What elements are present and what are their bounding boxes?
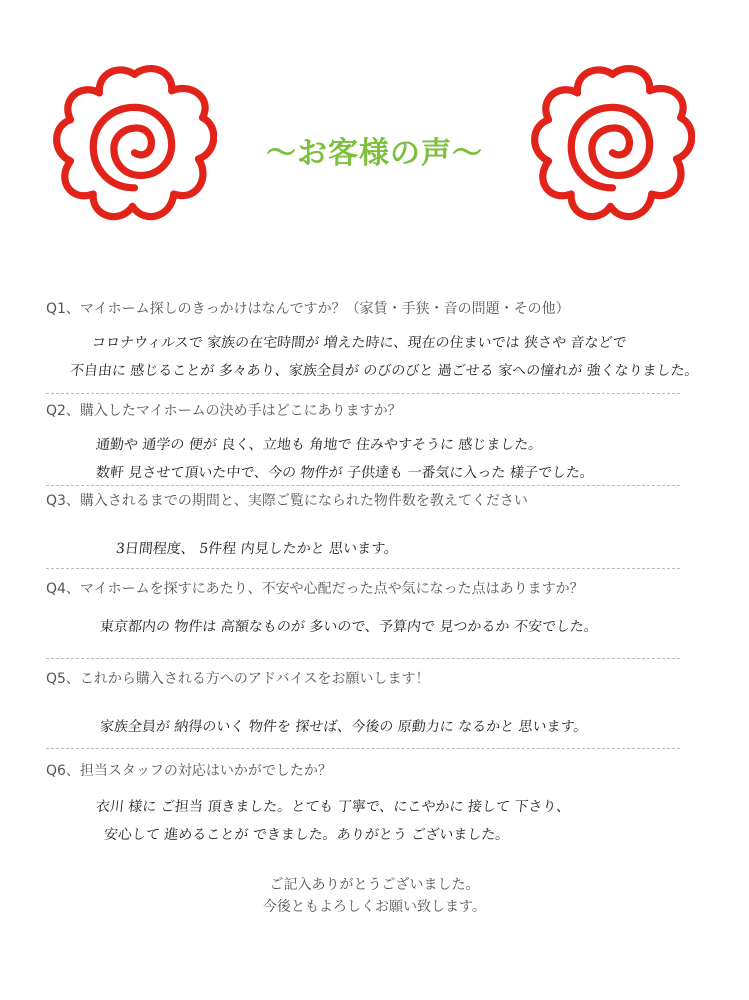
divider	[46, 393, 680, 394]
answer-4-line-1: 東京都内の 物件は 高額なものが 多いので、予算内で 見つかるか 不安でした。	[99, 619, 599, 635]
question-5: Q5、これから購入される方へのアドバイスをお願いします！	[46, 671, 430, 687]
answer-1-line-2: 不自由に 感じることが 多々あり、家族全員が のびのびと 過ごせる 家への憧れが 強くなりました。	[69, 363, 700, 379]
answer-2-line-2: 数軒 見させて頂いた中で、今の 物件が 子供達も 一番気に入った 様子でした。	[95, 465, 595, 481]
question-2: Q2、購入したマイホームの決め手はどこにありますか？	[46, 403, 402, 419]
divider	[46, 658, 680, 659]
question-3: Q3、購入されるまでの期間と、実際ご覧になられた物件数を教えてください	[46, 493, 528, 509]
question-6: Q6、担当スタッフの対応はいかがでしたか？	[46, 763, 332, 779]
answer-2-line-1: 通勤や 通学の 便が 良く、立地も 角地で 住みやすそうに 感じました。	[95, 437, 544, 453]
page-title: ～お客様の声～	[266, 136, 483, 171]
divider	[46, 748, 680, 749]
question-1: Q1、マイホーム探しのきっかけはなんですか？（家賃・手狭・音の問題・その他）	[46, 301, 570, 317]
answer-1-line-1: コロナウィルスで 家族の在宅時間が 増えた時に、現在の住まいでは 狭さや 音などで	[91, 335, 628, 351]
divider	[46, 485, 680, 486]
answer-6-line-2: 安心して 進めることが できました。ありがとう ございました。	[103, 827, 511, 843]
divider	[46, 568, 680, 569]
closing-regards: 今後ともよろしくお願い致します。	[263, 899, 486, 915]
closing-thanks: ご記入ありがとうございました。	[269, 877, 480, 893]
question-4: Q4、マイホームを探すにあたり、不安や心配だった点や気になった点はありますか？	[46, 581, 584, 597]
answer-5-line-1: 家族全員が 納得のいく 物件を 探せば、今後の 原動力に なるかと 思います。	[99, 719, 589, 735]
answer-6-line-1: 衣川 様に ご担当 頂きました。とても 丁寧で、にこやかに 接して 下さり、	[95, 799, 572, 815]
answer-3-line-1: 3日間程度、 5件程 内見したかと 思います。	[115, 541, 399, 557]
